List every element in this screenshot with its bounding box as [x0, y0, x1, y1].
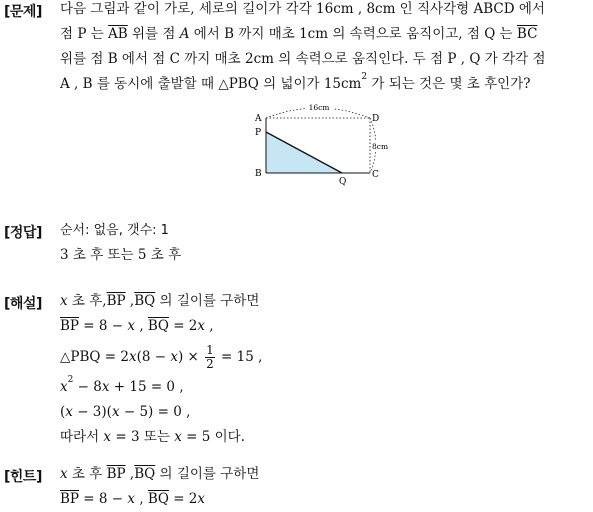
- answer-line-2: 3 초 후 또는 5 초 후: [60, 247, 182, 263]
- hint-tag: [힌트]: [4, 469, 42, 485]
- rectangle-figure: [248, 104, 408, 190]
- problem-text: [60, 0, 587, 97]
- problem-line-4: A , B 를 동시에 출발할 때 △PBQ 의 넓이가 $15cm^2$ 가 되는 것은 몇 초 후인가?: [60, 72, 531, 92]
- label-8cm: 8cm: [372, 142, 389, 151]
- answer-line-1: 순서: 없음, 갯수: 1: [60, 223, 169, 238]
- solution-tag: [해설]: [4, 296, 42, 312]
- solution-line-3: △PBQ = 2x(8 − x) × $\frac{1}{2}$ = 15 ,: [60, 343, 263, 371]
- solution-line-2: $\overline{BP} = 8 - x$ , $\overline{BQ} = 2x$ ,: [60, 318, 214, 334]
- solution-line-1: x 초 후$,\overline{BP}$ $,\overline{BQ}$ 의 길이를 구하면: [60, 293, 260, 309]
- problem-line-3: 위를 점 B 에서 점 C 까지 매초 2cm 의 속력으로 움직인다. 두 점 P , Q 가 각각 점: [60, 51, 546, 67]
- solution-line-6: 따라서 x = 3 또는 x = 5 이다.: [60, 429, 245, 445]
- problem-line-1: 다음 그림과 같이 가로, 세로의 길이가 각각 16cm , 8cm 인 직사각형 ABCD 에서: [60, 1, 545, 17]
- label-q: Q: [339, 177, 347, 187]
- problem-tag: [문제]: [4, 4, 42, 20]
- problem-line-2: 점 P 는 $\overline{AB}$ 위를 점 A 에서 B 까지 매초 1cm 의 속력으로 움직이고, 점 Q 는 $\overline{BC}$: [60, 26, 538, 42]
- label-b: B: [255, 169, 262, 179]
- solution-line-5: (x − 3)(x − 5) = 0 ,: [60, 404, 191, 420]
- hint-line-1: x 초 후 $\overline{BP}$ $,\overline{BQ}$ 의 길이를 구하면: [60, 466, 260, 482]
- hint-line-2: $\overline{BP} = 8 - x$ , $\overline{BQ} = 2x$: [60, 491, 206, 507]
- label-d: D: [372, 114, 380, 124]
- label-p: P: [255, 128, 262, 138]
- solution-line-4: $x^2 - 8x + 15 = 0$ ,: [60, 375, 184, 395]
- label-c: C: [372, 170, 379, 180]
- fraction-one-half: $\frac{1}{2}$: [206, 343, 214, 371]
- label-16cm: 16cm: [308, 104, 330, 112]
- label-a: A: [255, 114, 262, 124]
- answer-tag: [정답]: [4, 225, 42, 241]
